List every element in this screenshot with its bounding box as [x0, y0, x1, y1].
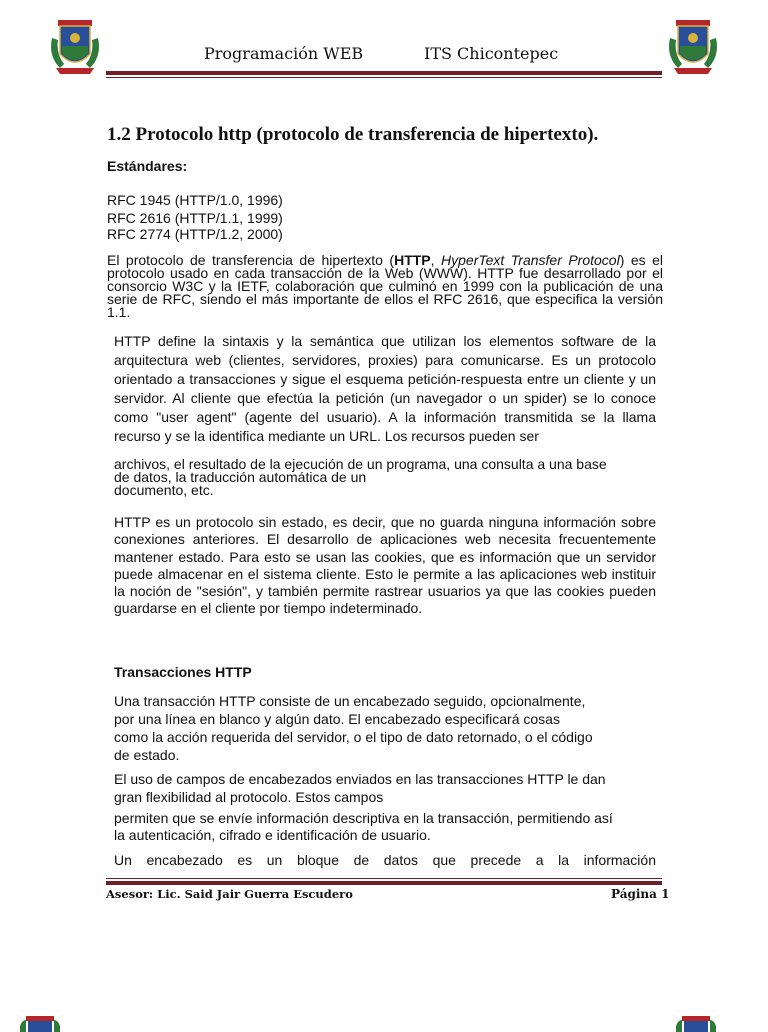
- crest-icon: [50, 16, 100, 78]
- transactions-paragraph-1: Una transacción HTTP consiste de un encabezado seguido, opcionalmente, por una línea en blanco y algún dato. El encabezado especificará cosas como la acción requerida del servidor, o el tipo de dato retornado, o el código de estado.: [114, 693, 593, 763]
- rfc-item: RFC 1945 (HTTP/1.0, 1996): [107, 192, 283, 208]
- institution-crest-right: [668, 16, 718, 78]
- crest-icon: [676, 1012, 716, 1032]
- next-page-crest-right: [676, 1012, 716, 1032]
- header-rule-thin: [106, 77, 662, 78]
- header-institution: ITS Chicontepec: [424, 44, 559, 63]
- definition-paragraph-tail: archivos, el resultado de la ejecución de un programa, una consulta a una base de datos, la traducción automática de un documento, etc.: [114, 456, 607, 498]
- section-title: 1.2 Protocolo http (protocolo de transferencia de hipertexto).: [107, 124, 599, 145]
- header-rule: [106, 71, 662, 75]
- crest-icon: [668, 16, 718, 78]
- transactions-paragraph-2: El uso de campos de encabezados enviados en las transacciones HTTP le dan gran flexibilidad al protocolo. Estos campos: [114, 771, 606, 805]
- footer-rule: [106, 881, 662, 885]
- rfc-item: RFC 2774 (HTTP/1.2, 2000): [107, 226, 283, 242]
- crest-icon: [20, 1012, 60, 1032]
- header-course-title: Programación WEB: [204, 44, 364, 63]
- transactions-heading: Transacciones HTTP: [114, 664, 252, 680]
- stateless-paragraph: HTTP es un protocolo sin estado, es decir, que no guarda ninguna información sobre conexiones anteriores. El desarrollo de aplicaciones web necesita frecuentemente mantener estado. Para esto se usan las cookies, que es información que un servidor puede almacenar en el sistema cliente. Esto le permite a las aplicaciones web instituir la noción de "sesión", y también permite rastrear usuarios ya que las cookies pueden guardarse en el cliente por tiempo indeterminado.: [114, 514, 656, 617]
- intro-paragraph: El protocolo de transferencia de hipertexto (HTTP, HyperText Transfer Protocol) es el protocolo usado en cada transacción de la Web (WWW). HTTP fue desarrollado por el consorcio W3C y la IETF, colaboración que culminó en 1999 con la publicación de una serie de RFC, siendo el más importante de ellos el RFC 2616, que especifica la versión 1.1.: [107, 252, 664, 320]
- footer-advisor: Asesor: Lic. Said Jair Guerra Escudero: [106, 887, 353, 901]
- institution-crest-left: [50, 16, 100, 78]
- transactions-paragraph-4: Un encabezado es un bloque de datos que precede a la información: [114, 852, 656, 868]
- footer-page-number: Página 1: [611, 887, 670, 901]
- standards-label: Estándares:: [107, 158, 188, 174]
- definition-paragraph: HTTP define la sintaxis y la semántica que utilizan los elementos software de la arquitectura web (clientes, servidores, proxies) para comunicarse. Es un protocolo orientado a transacciones y sigue el esquema petición-respuesta entre un cliente y un servidor. Al cliente que efectúa la petición (un navegador o un spider) se lo conoce como "user agent" (agente del usuario). A la información transmitida se la llama recurso y se la identifica mediante un URL. Los recursos pueden ser: [114, 333, 656, 444]
- rfc-item: RFC 2616 (HTTP/1.1, 1999): [107, 210, 283, 226]
- transactions-paragraph-3: permiten que se envíe información descriptiva en la transacción, permitiendo así la autenticación, cifrado e identificación de usuario.: [114, 810, 613, 843]
- footer-rule-thin: [106, 878, 662, 879]
- next-page-crest-left: [20, 1012, 60, 1032]
